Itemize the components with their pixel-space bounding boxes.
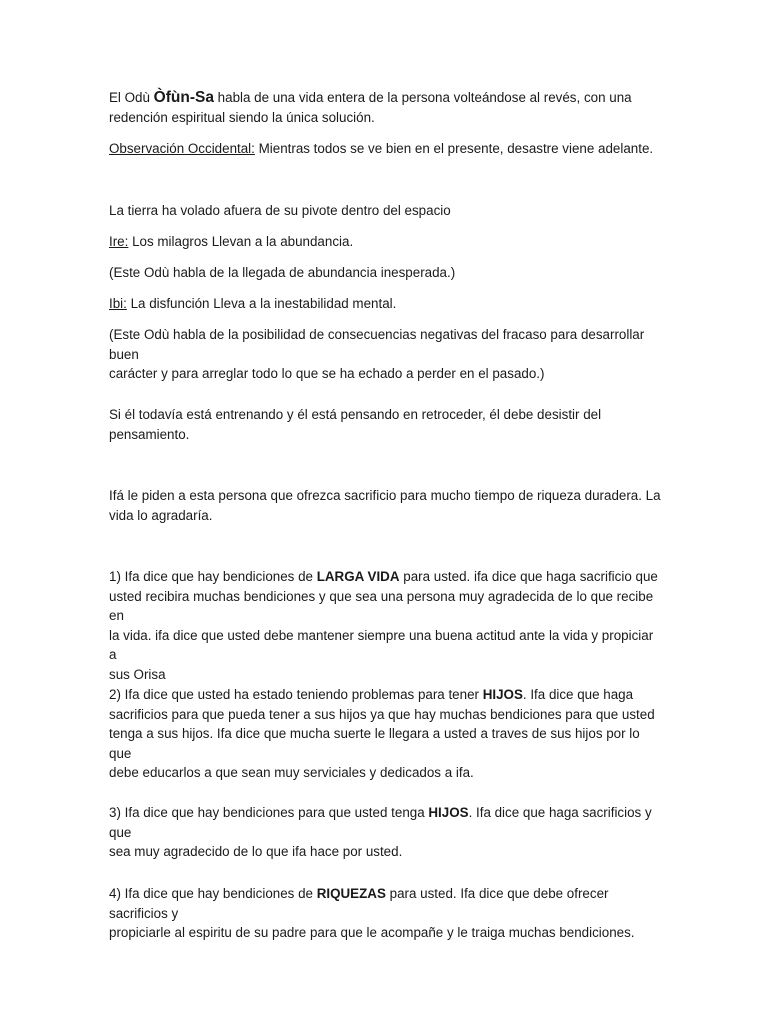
item2-line2: sacrificios para que pueda tener a sus hijos ya que hay muchas bendiciones para que usted bbox=[109, 706, 655, 722]
ibi-note-line2: carácter y para arreglar todo lo que se ha echado a perder en el pasado.) bbox=[109, 366, 545, 381]
entrenando-paragraph bbox=[109, 405, 661, 444]
item1-b: para usted. ifa dice que haga sacrificio que bbox=[399, 569, 658, 584]
tierra-text: La tierra ha volado afuera de su pivote dentro del espacio bbox=[109, 203, 451, 218]
item4-paragraph bbox=[109, 884, 661, 943]
entrenando-line1: Si él todavía está entrenando y él está pensando en retroceder, él debe desistir del bbox=[109, 407, 602, 422]
ifa-sacrificio-paragraph bbox=[109, 486, 661, 525]
item4-b: para usted. Ifa dice que debe ofrecer sacrificios y bbox=[109, 886, 609, 921]
intro-paragraph bbox=[109, 88, 661, 127]
item2-a: 2) Ifa dice que usted ha estado teniendo problemas para tener bbox=[109, 687, 483, 702]
observacion-paragraph bbox=[109, 139, 661, 159]
item1-a: 1) Ifa dice que hay bendiciones de bbox=[109, 569, 317, 584]
ibi-note-paragraph bbox=[109, 325, 661, 384]
item4-bold: RIQUEZAS bbox=[316, 886, 386, 901]
item2-b: . Ifa dice que haga bbox=[522, 687, 634, 702]
ibi-text: La disfunción Lleva a la inestabilidad mental. bbox=[126, 296, 397, 311]
ire-paragraph bbox=[109, 232, 661, 252]
item3-a: 3) Ifa dice que hay bendiciones para que usted tenga bbox=[109, 805, 429, 820]
ibi-note-line1: (Este Odù habla de la posibilidad de consecuencias negativas del fracaso para desarrollar buen bbox=[109, 327, 645, 362]
ifa-sacrificio-line2: vida lo agradaría. bbox=[109, 507, 213, 523]
item1-line4: sus Orisa bbox=[109, 666, 166, 682]
item1-line3: la vida. ifa dice que usted debe mantener siempre una buena actitud ante la vida y propiciar a bbox=[109, 627, 654, 662]
ifa-sacrificio-line1: Ifá le piden a esta persona que ofrezca sacrificio para mucho tiempo de riqueza duradera. La bbox=[109, 488, 661, 503]
item2-bold: HIJOS bbox=[482, 687, 523, 702]
observacion-label: Observación Occidental: bbox=[109, 141, 255, 156]
observacion-text: Mientras todos se ve bien en el presente, desastre viene adelante. bbox=[254, 141, 654, 156]
item2-line3: tenga a sus hijos. Ifa dice que mucha suerte le llegara a usted a traves de sus hijos por lo que bbox=[109, 726, 640, 761]
intro-line1-rest: habla de una vida entera de la persona volteándose al revés, con una bbox=[213, 90, 632, 105]
ire-note: (Este Odù habla de la llegada de abundancia inesperada.) bbox=[109, 265, 456, 280]
intro-line2: redención espiritual siendo la única solución. bbox=[109, 109, 375, 125]
item3-b: . Ifa dice que haga sacrificios y que bbox=[109, 805, 652, 840]
item1-paragraph bbox=[109, 567, 661, 684]
item3-line2: sea muy agradecido de lo que ifa hace por usted. bbox=[109, 844, 403, 859]
item1-line2: usted recibira muchas bendiciones y que sea una persona muy agradecida de lo que recibe en bbox=[109, 588, 654, 623]
item4-a: 4) Ifa dice que hay bendiciones de bbox=[109, 886, 317, 901]
ire-label: Ire: bbox=[109, 234, 129, 249]
tierra-paragraph bbox=[109, 201, 661, 221]
item2-line4: debe educarlos a que sean muy serviciales y dedicados a ifa. bbox=[109, 765, 474, 780]
odu-name: Òfùn-Sa bbox=[153, 89, 214, 106]
item3-paragraph bbox=[109, 803, 661, 862]
item4-line2: propiciarle al espiritu de su padre para que le acompañe y le traiga muchas bendiciones. bbox=[109, 925, 635, 940]
item2-paragraph bbox=[109, 685, 661, 783]
ibi-paragraph bbox=[109, 294, 661, 314]
entrenando-line2: pensamiento. bbox=[109, 426, 190, 442]
ibi-label: Ibi: bbox=[109, 296, 127, 311]
ire-text: Los milagros Llevan a la abundancia. bbox=[128, 234, 354, 249]
intro-prefix: El Odù bbox=[109, 90, 154, 105]
item1-bold: LARGA VIDA bbox=[316, 569, 400, 584]
ire-note-paragraph bbox=[109, 263, 661, 283]
item3-bold: HIJOS bbox=[428, 805, 469, 820]
